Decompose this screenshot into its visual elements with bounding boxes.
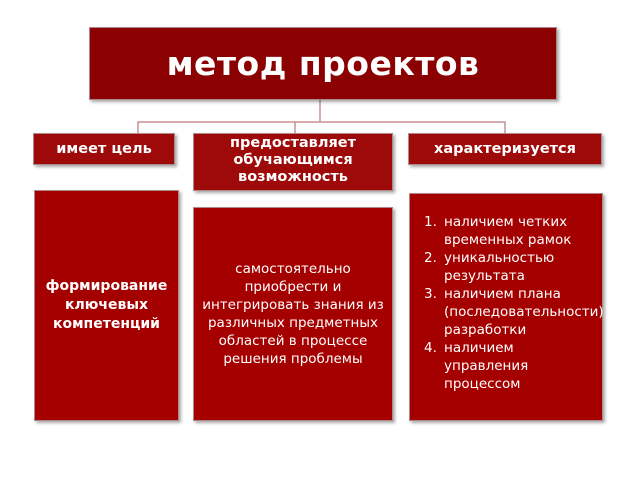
opportunity-box xyxy=(193,207,393,421)
header-characteristics: характеризуется xyxy=(408,133,602,165)
opportunity-text: самостоятельно приобрести и интегрировать знания из различных предметных областей в процессе решения проблемы xyxy=(202,261,384,367)
list-item-text: уникальностью результата xyxy=(444,250,555,284)
diagram-title: метод проектов xyxy=(89,27,557,100)
goal-text: формирование ключевых компетенций xyxy=(45,278,168,332)
list-item xyxy=(424,213,596,249)
characteristics-box xyxy=(409,193,603,421)
header-opportunity: предоставляет обучающимся возможность xyxy=(193,133,393,191)
characteristics-list xyxy=(424,213,604,393)
list-item xyxy=(424,285,604,339)
list-item-text: наличием четких временных рамок xyxy=(444,214,572,248)
goal-box xyxy=(34,190,179,421)
list-item-number: 1. xyxy=(424,214,437,230)
list-item-number: 4. xyxy=(424,340,437,356)
list-item-number: 2. xyxy=(424,250,437,266)
connector-tree xyxy=(138,122,505,133)
header-goal: имеет цель xyxy=(33,133,175,165)
list-item-text: наличием плана (последовательности) разработки xyxy=(444,286,604,338)
list-item xyxy=(424,249,596,285)
list-item-text: наличием управления процессом xyxy=(444,340,529,392)
list-item xyxy=(424,339,596,393)
list-item-number: 3. xyxy=(424,286,437,302)
